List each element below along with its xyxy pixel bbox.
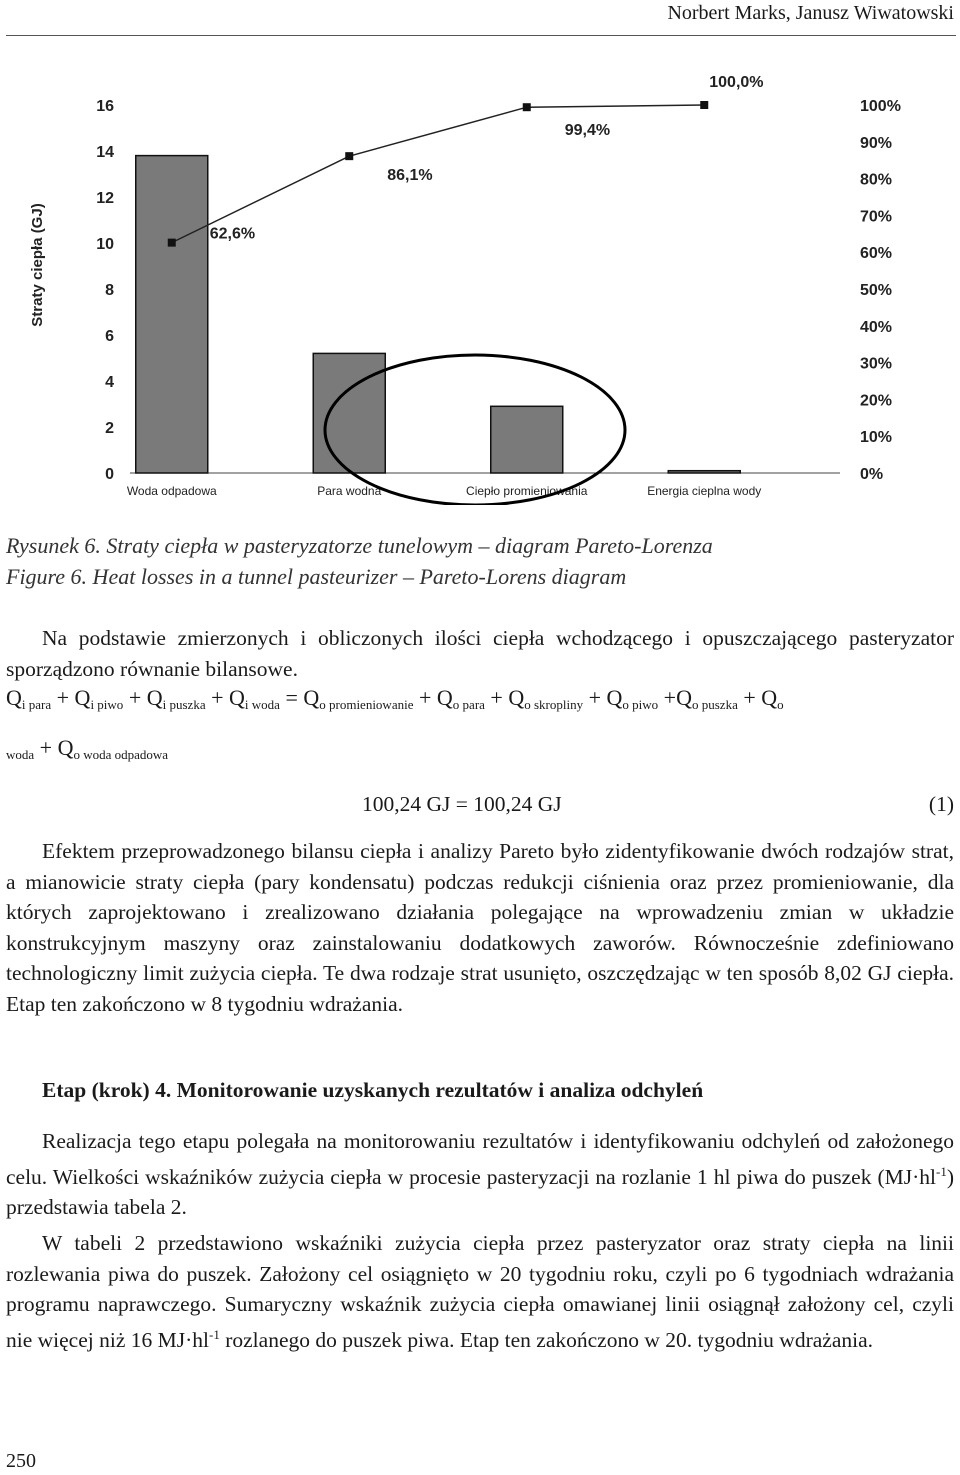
x-tick-label: Para wodna bbox=[317, 484, 382, 498]
paragraph-3: W tabeli 2 przedstawiono wskaźniki zużycia ciepła przez pasteryzator oraz straty ciepła na linii rozlewania piwa do puszek. Założony cel osiągnięto w 20 tygodniu roku, czyli po 6 tygodniach wdrażania programu naprawczego. Sumaryczny wskaźnik zużycia ciepła omawianej linii osiągnął założony cel, czyli nie więcej niż 16 $MJ\cdot hl^{-1}$ rozlanego do puszek piwa. Etap ten zakończono w 20. tygodniu wdrażania. bbox=[6, 1231, 954, 1352]
running-header: Norbert Marks, Janusz Wiwatowski bbox=[667, 2, 954, 24]
bar bbox=[136, 156, 208, 473]
y2-tick-label: 100% bbox=[860, 98, 901, 115]
y-tick-label: 8 bbox=[105, 282, 114, 299]
bar bbox=[491, 406, 563, 473]
cumulative-label: 99,4% bbox=[564, 122, 611, 140]
y-tick-label: 10 bbox=[96, 236, 114, 253]
caption-pl: Rysunek 6. Straty ciepła w pasteryzatorze tunelowym – diagram Pareto-Lorenza bbox=[6, 533, 713, 558]
x-tick-label: Energia cieplna wody bbox=[647, 484, 762, 498]
cumulative-label: 100,0% bbox=[709, 74, 764, 91]
y-tick-label: 4 bbox=[105, 374, 114, 391]
cumulative-line bbox=[172, 105, 705, 243]
cumulative-label: 62,6% bbox=[209, 225, 256, 243]
equation-number: (1) bbox=[928, 792, 954, 816]
header-rule bbox=[6, 35, 956, 36]
bar bbox=[313, 353, 385, 473]
y2-tick-label: 70% bbox=[860, 208, 893, 226]
cumulative-point bbox=[523, 103, 531, 111]
section-heading: Etap (krok) 4. Monitorowanie uzyskanych rezultatów i analiza odchyleń bbox=[42, 1078, 704, 1102]
y2-tick-label: 60% bbox=[860, 245, 893, 263]
y-tick-label: 16 bbox=[96, 98, 114, 115]
x-tick-label: Woda odpadowa bbox=[126, 484, 217, 498]
y2-tick-label: 80% bbox=[860, 171, 893, 189]
caption-en: Figure 6. Heat losses in a tunnel pasteurizer – Pareto-Lorens diagram bbox=[6, 564, 627, 589]
y2-tick-label: 40% bbox=[860, 318, 893, 336]
y-tick-label: 2 bbox=[105, 420, 114, 437]
y2-tick-label: 50% bbox=[860, 282, 893, 299]
y-tick-label: 12 bbox=[96, 190, 114, 207]
y2-tick-label: 0% bbox=[860, 466, 884, 483]
y-axis-label: Straty ciepła (GJ) bbox=[29, 203, 46, 327]
y2-tick-label: 20% bbox=[860, 392, 893, 410]
balance-equation-line2: $_{woda} + Q_{o woda odpadowa}$ bbox=[6, 735, 169, 762]
cumulative-label: 86,1% bbox=[387, 167, 433, 185]
bar bbox=[668, 471, 740, 473]
x-tick-label: Ciepło promieniowania bbox=[466, 484, 588, 498]
y2-tick-label: 10% bbox=[860, 429, 893, 447]
y2-tick-label: 90% bbox=[860, 134, 893, 152]
cumulative-point bbox=[700, 101, 708, 109]
y2-tick-label: 30% bbox=[860, 355, 893, 373]
intro-paragraph bbox=[6, 623, 954, 684]
cumulative-point bbox=[345, 152, 353, 160]
y-tick-label: 0 bbox=[105, 466, 114, 483]
page-number: 250 bbox=[6, 1450, 36, 1472]
y-tick-label: 14 bbox=[96, 144, 114, 161]
pareto-chart bbox=[0, 60, 960, 505]
cumulative-point bbox=[168, 239, 176, 247]
balance-equation: $Q_{i para} + Q_{i piwo} + Q_{i puszka} + Q_{i woda} = Q_{o promieniowanie} + Q_{o para} + Q_{o skropliny} + Q_{o piwo} +Q_{o puszka} + Q_o$ bbox=[6, 685, 784, 712]
y-tick-label: 6 bbox=[105, 328, 114, 345]
paragraph-1-text: Efektem przeprowadzonego bilansu ciepła i analizy Pareto było zidentyfikowanie dwóch rodzajów strat, a mianowicie straty ciepła (pary kondensatu) podczas redukcji ciśnienia oraz przez promieniowanie, dla których zaprojektowano i zrealizowano działania polegające na wprowadzeniu zmian w układzie konstrukcyjnym maszyny oraz zainstalowaniu dodatkowych zaworów. Równocześnie zdefiniowano technologiczny limit zużycia ciepła. Te dwa rodzaje strat usunięto, oszczędzając w ten sposób 8,02 GJ ciepła. Etap ten zakończono w 8 tygodniu wdrażania. bbox=[6, 839, 954, 1016]
paragraph-1 bbox=[6, 836, 954, 1019]
balance-text: 100,24 GJ = 100,24 GJ bbox=[362, 792, 562, 816]
intro-text: Na podstawie zmierzonych i obliczonych ilości ciepła wchodzącego i opuszczającego pasteryzator sporządzono równanie bilansowe. bbox=[6, 626, 954, 681]
paragraph-2: Realizacja tego etapu polegała na monitorowaniu rezultatów i identyfikowaniu odchyleń od założonego celu. Wielkości wskaźników zużycia ciepła w procesie pasteryzacji na rozlanie 1 hl piwa do puszek $(MJ\cdot hl^{-1})$ przedstawia tabela 2. bbox=[6, 1129, 954, 1220]
